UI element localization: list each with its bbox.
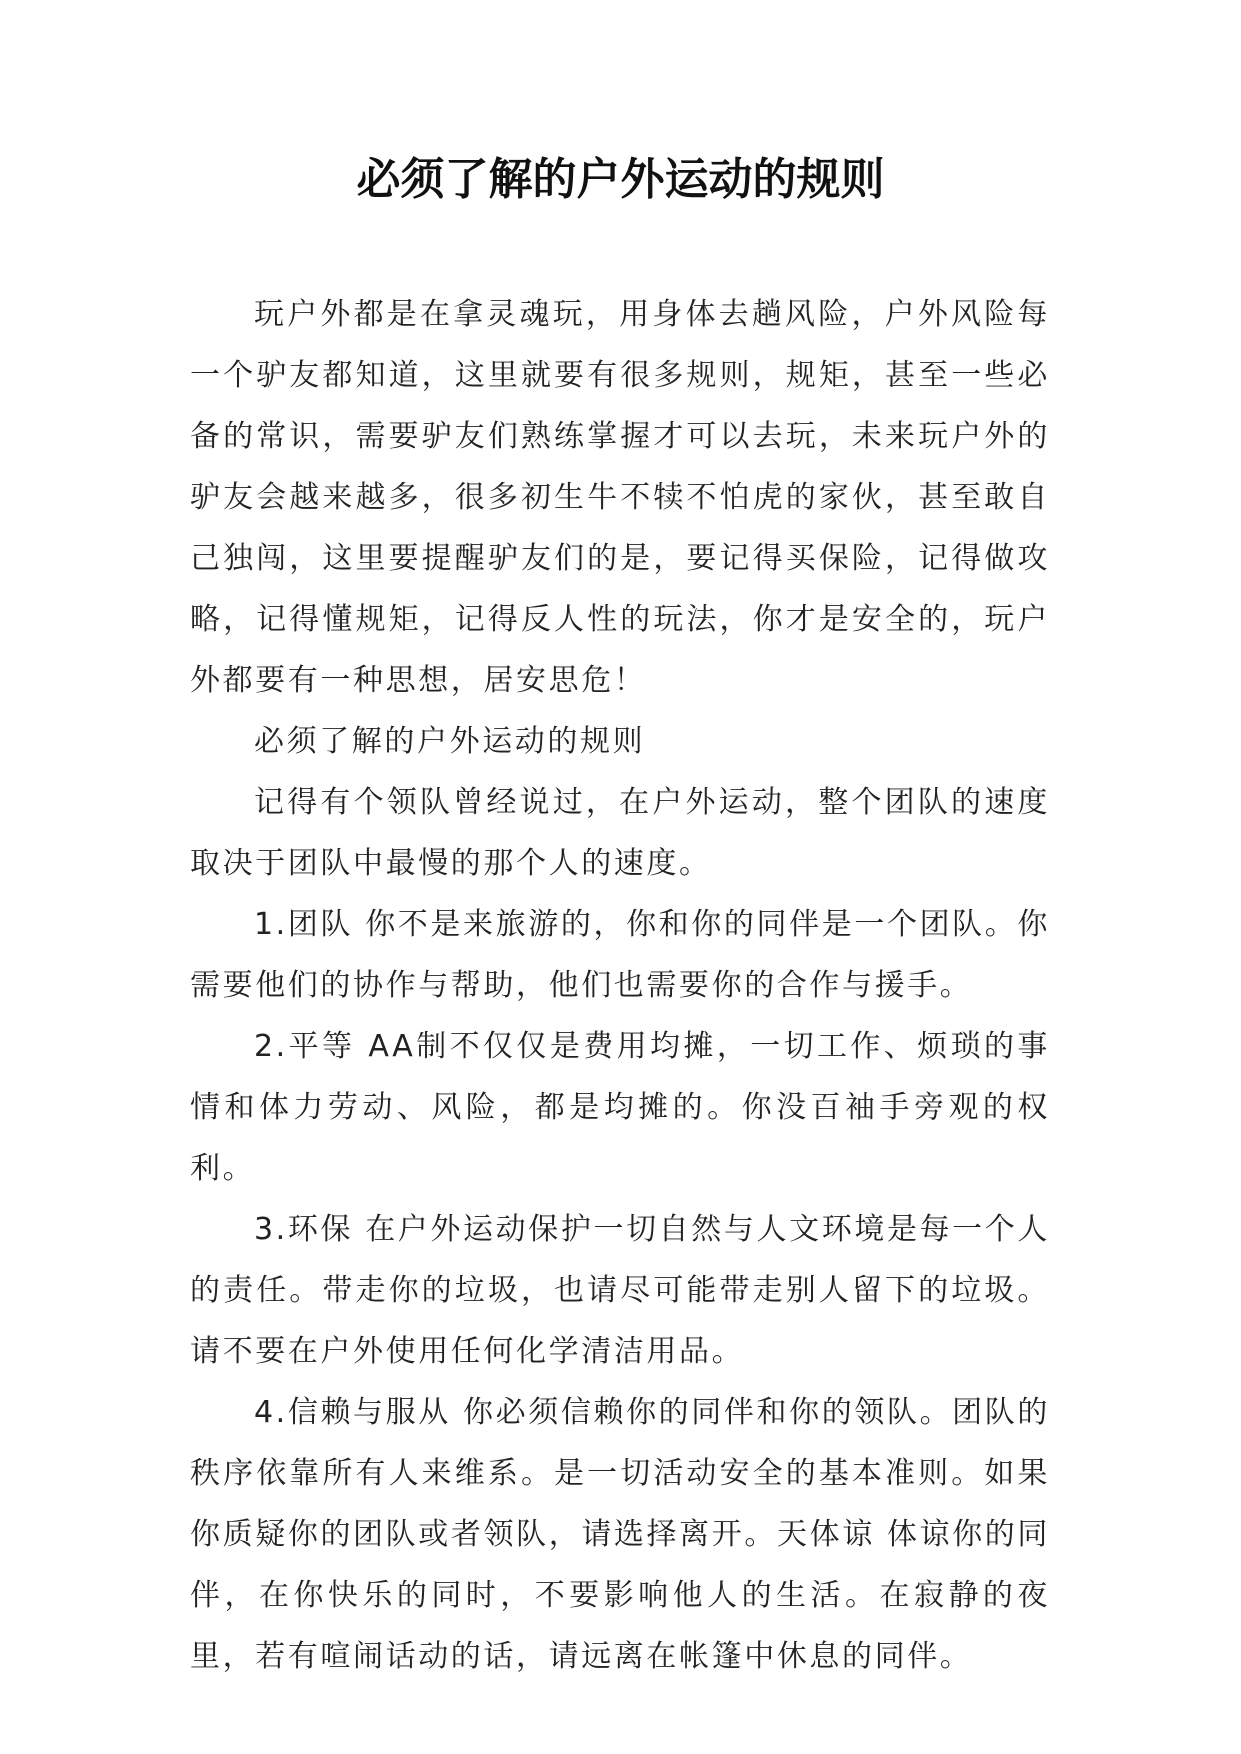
- rule-equality-paragraph: 2.平等 AA制不仅仅是费用均摊，一切工作、烦琐的事情和体力劳动、风险，都是均摊的。你没百袖手旁观的权利。: [190, 1029, 1050, 1186]
- document-body: [190, 284, 1050, 1687]
- leader-quote-paragraph: 记得有个领队曾经说过，在户外运动，整个团队的速度取决于团队中最慢的那个人的速度。: [190, 785, 1050, 881]
- intro-paragraph: 玩户外都是在拿灵魂玩，用身体去趟风险，户外风险每一个驴友都知道，这里就要有很多规则，规矩，甚至一些必备的常识，需要驴友们熟练掌握才可以去玩，未来玩户外的驴友会越来越多，很多初生牛不犊不怕虎的家伙，甚至敢自己独闯，这里要提醒驴友们的是，要记得买保险，记得做攻略，记得懂规矩，记得反人性的玩法，你才是安全的，玩户外都要有一种思想，居安思危！: [190, 297, 1050, 698]
- section-heading: 必须了解的户外运动的规则: [254, 724, 646, 759]
- document-title: 必须了解的户外运动的规则: [356, 154, 885, 205]
- rule-trust-paragraph: 4.信赖与服从 你必须信赖你的同伴和你的领队。团队的秩序依靠所有人来维系。是一切活动安全的基本准则。如果你质疑你的团队或者领队，请选择离开。天体谅 体谅你的同伴，在你快乐的同时，不要影响他人的生活。在寂静的夜里，若有喧闹话动的话，请远离在帐篷中休息的同伴。: [190, 1395, 1050, 1674]
- rule-environment-paragraph: 3.环保 在户外运动保护一切自然与人文环境是每一个人的责任。带走你的垃圾，也请尽可能带走别人留下的垃圾。请不要在户外使用任何化学清洁用品。: [190, 1212, 1050, 1369]
- rule-team-paragraph: 1.团队 你不是来旅游的，你和你的同伴是一个团队。你需要他们的协作与帮助，他们也需要你的合作与援手。: [190, 907, 1050, 1003]
